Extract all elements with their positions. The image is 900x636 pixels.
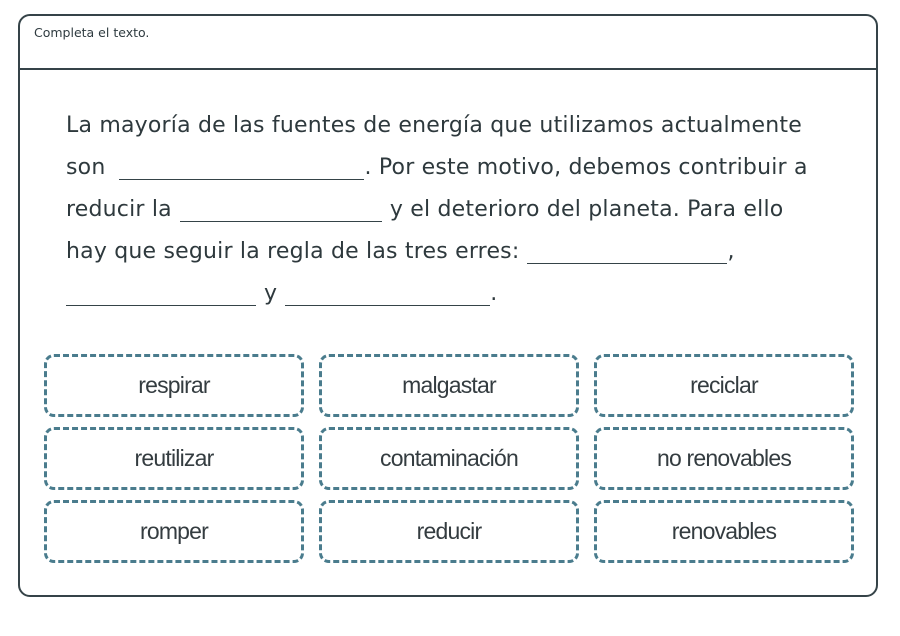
blank-4[interactable] bbox=[66, 279, 256, 306]
cloze-text bbox=[66, 96, 856, 306]
text-segment: . bbox=[490, 281, 498, 306]
blank-1[interactable] bbox=[119, 153, 364, 180]
text-line-4 bbox=[66, 222, 856, 264]
text-line-1 bbox=[66, 96, 856, 138]
blank-3[interactable] bbox=[527, 237, 727, 264]
text-segment: hay que seguir la regla de las tres erres: bbox=[66, 239, 520, 264]
word-tile[interactable]: malgastar bbox=[319, 354, 579, 417]
word-tile[interactable]: reciclar bbox=[594, 354, 854, 417]
instruction-text: Completa el texto. bbox=[34, 25, 150, 40]
text-line-2 bbox=[66, 138, 856, 180]
blank-5[interactable] bbox=[285, 279, 490, 306]
word-tile[interactable]: reducir bbox=[319, 500, 579, 563]
text-segment: reducir la bbox=[66, 197, 172, 222]
text-line-3 bbox=[66, 180, 856, 222]
text-segment: La mayoría de las fuentes de energía que utilizamos actualmente bbox=[66, 113, 802, 138]
word-tile[interactable]: reutilizar bbox=[44, 427, 304, 490]
word-bank bbox=[44, 354, 858, 563]
word-tile[interactable]: respirar bbox=[44, 354, 304, 417]
word-tile[interactable]: contaminación bbox=[319, 427, 579, 490]
exercise-card bbox=[18, 14, 878, 597]
text-segment: son bbox=[66, 155, 106, 180]
card-header bbox=[20, 16, 876, 70]
text-segment: y el deterioro del planeta. Para ello bbox=[389, 197, 784, 222]
text-line-5 bbox=[66, 264, 856, 306]
word-tile[interactable]: renovables bbox=[594, 500, 854, 563]
text-segment: . Por este motivo, debemos contribuir a bbox=[364, 155, 808, 180]
blank-2[interactable] bbox=[180, 195, 382, 222]
text-segment: y bbox=[264, 281, 278, 306]
word-tile[interactable]: no renovables bbox=[594, 427, 854, 490]
text-segment: , bbox=[727, 239, 735, 264]
word-tile[interactable]: romper bbox=[44, 500, 304, 563]
